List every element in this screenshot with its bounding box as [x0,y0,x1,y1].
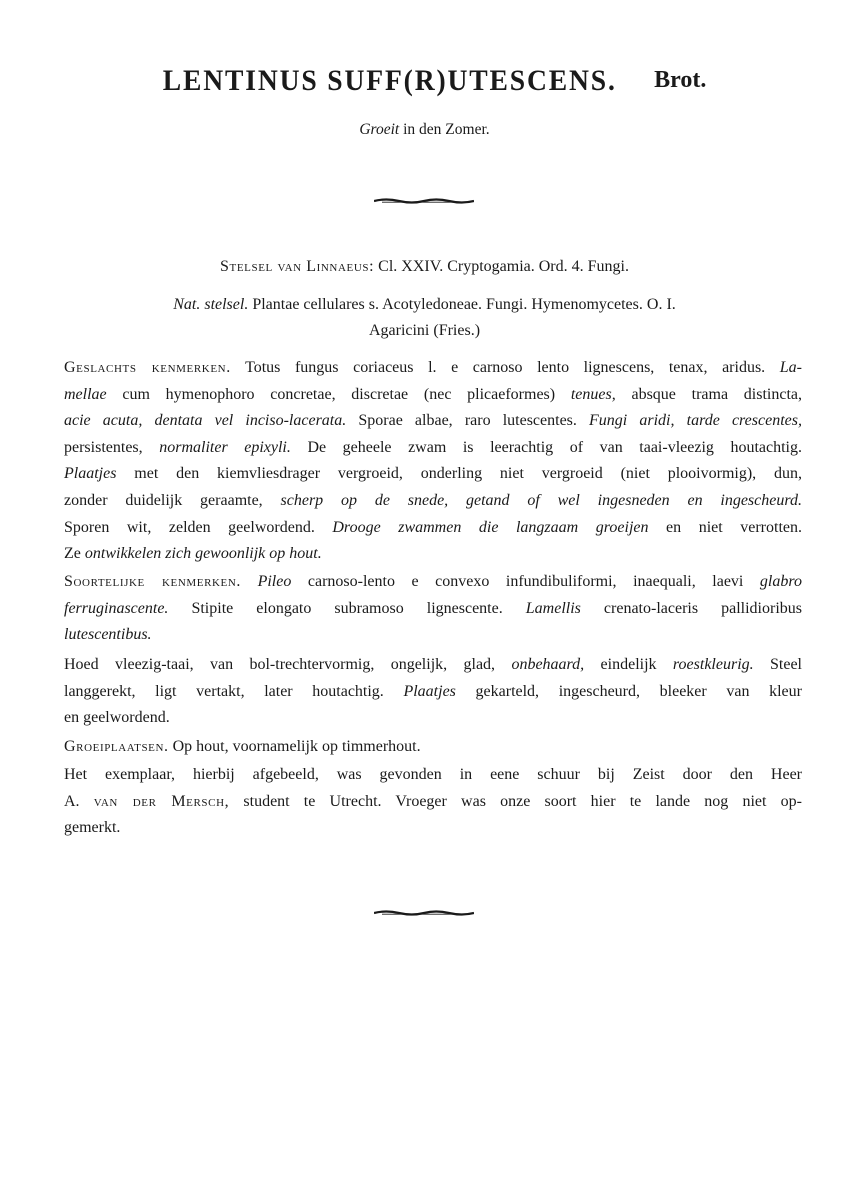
species-characteristics-paragraph: Soortelijke kenmerken. Pileo carnoso-lento e convexo infundibuliformi, inaequali, laevi glabro ferruginascente. Stipite elongato subramoso lignescente. Lamellis crenato-laceris pallidioribus lutescentibus. [64,573,802,644]
page-title [0,64,849,98]
bottom-ornament-divider [374,908,474,918]
genus-characteristics-paragraph: Geslachts kenmerken. Totus fungus coriaceus l. e carnoso lento lignescens, tenax, aridus. La- mellae cum hymenophoro concretae, discretae (nec plicaeformes) tenues, absque trama distincta, acie acuta, dentata vel inciso-lacerata. Sporae albae, raro lutescentes. Fungi aridi, tarde crescentes, persistentes, normaliter epixyli. De geheele zwam is leerachtig of van taai-vleezig houtachtig. Plaatjes met den kiemvliesdrager vergroeid, onderling niet vergroeid (niet plooivormig), dun, zonder duidelijk geraamte, scherp op de snede, getand of wel ingesneden en ingescheurd. Sporen wit, zelden geelwordend. Drooge zwammen die langzaam groeijen en niet verrotten. Ze ontwikkelen zich gewoonlijk op hout. [64,359,803,563]
natural-system-line-1: Nat. stelsel. Plantae cellulares s. Acotyledoneae. Fungi. Hymenomycetes. O. I. [173,296,676,313]
linnaeus-system-line: Stelsel van Linnaeus: Cl. XXIV. Cryptogamia. Ord. 4. Fungi. [220,258,629,275]
habitat-paragraph: Groeiplaatsen. Op hout, voornamelijk op timmerhout. [64,738,421,755]
dutch-description-paragraph: Hoed vleezig-taai, van bol-trechtervormig, ongelijk, glad, onbehaard, eindelijk roestkleurig. Steel langgerekt, ligt vertakt, later houtachtig. Plaatjes gekarteld, ingescheurd, bleeker van kleur en geelwordend. [64,656,803,727]
specimen-note-paragraph: Het exemplaar, hierbij afgebeeld, was gevonden in eene schuur bij Zeist door den Heer A. van der Mersch, student te Utrecht. Vroeger was onze soort hier te lande nog niet op- gemerkt. [64,766,802,837]
author-abbreviation: Brot. [654,67,707,93]
species-name: LENTINUS SUFF(R)UTESCENS. [162,64,617,97]
natural-system-line-2: Agaricini (Fries.) [368,322,481,339]
growth-season: Groeit in den Zomer. [359,121,490,138]
top-ornament-divider [374,196,474,206]
